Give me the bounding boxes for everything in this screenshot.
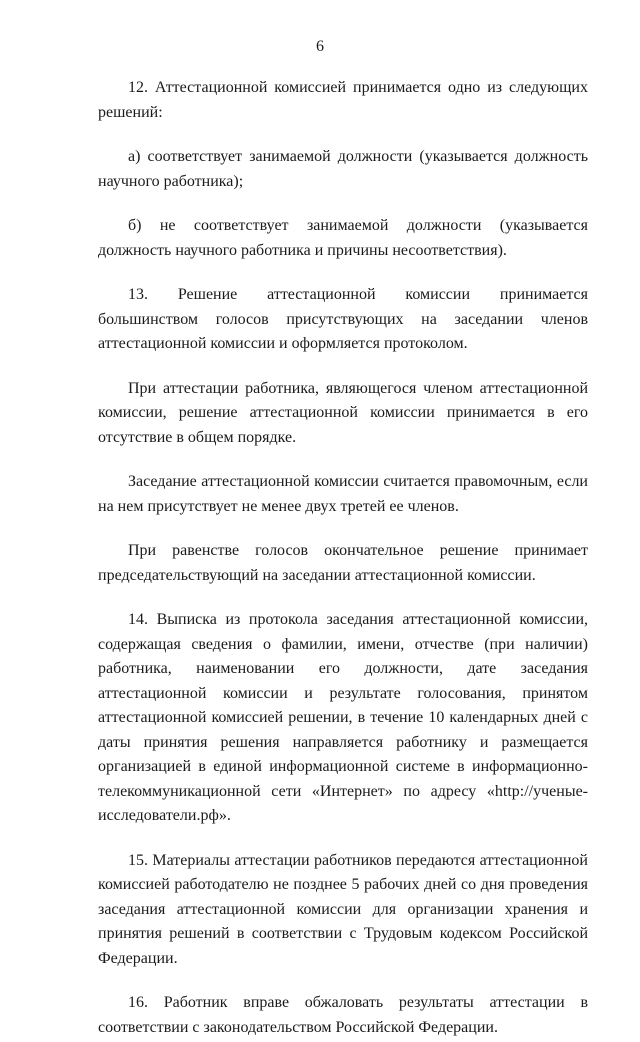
- paragraph-13: 13. Решение аттестационной комиссии принимается большинством голосов присутствующих на заседании членов аттестационной комиссии и оформляется протоколом.: [98, 286, 588, 352]
- paragraph-14: 14. Выписка из протокола заседания аттестационной комиссии, содержащая сведения о фамилии, имени, отчестве (при наличии) работника, наименовании его должности, дате заседания аттестационной комиссии и результате голосования, принятом аттестационной комиссией решении, в течение 10 календарных дней с даты принятия решения направляется работнику и размещается организацией в единой информационной системе в информационно-телекоммуникационной сети «Интернет» по адресу «http://ученые-исследователи.рф».: [98, 611, 588, 824]
- paragraph-15: 15. Материалы аттестации работников передаются аттестационной комиссией работодателю не позднее 5 рабочих дней со дня проведения заседания аттестационной комиссии для организации хранения и принятия решений в соответствии с Трудовым кодексом Российской Федерации.: [98, 851, 588, 967]
- paragraph-12-option-b: б) не соответствует занимаемой должности (указывается должность научного работника и причины несоответствия).: [98, 217, 588, 259]
- paragraph-13-tie-vote: При равенстве голосов окончательное решение принимает председательствующий на заседании аттестационной комиссии.: [98, 542, 588, 584]
- paragraph-13-quorum: Заседание аттестационной комиссии считается правомочным, если на нем присутствует не менее двух третей ее членов.: [98, 473, 588, 515]
- paragraph-12: 12. Аттестационной комиссией принимается одно из следующих решений:: [98, 79, 588, 121]
- paragraph-13-member-attestation: При аттестации работника, являющегося членом аттестационной комиссии, решение аттестационной комиссии принимается в его отсутствие в общем порядке.: [98, 379, 588, 446]
- page-number: 6: [316, 38, 324, 55]
- document-body: [98, 76, 588, 1042]
- paragraph-16: 16. Работник вправе обжаловать результаты аттестации в соответствии с законодательством Российской Федерации.: [98, 994, 588, 1036]
- paragraph-12-option-a: а) соответствует занимаемой должности (указывается должность научного работника);: [98, 148, 588, 190]
